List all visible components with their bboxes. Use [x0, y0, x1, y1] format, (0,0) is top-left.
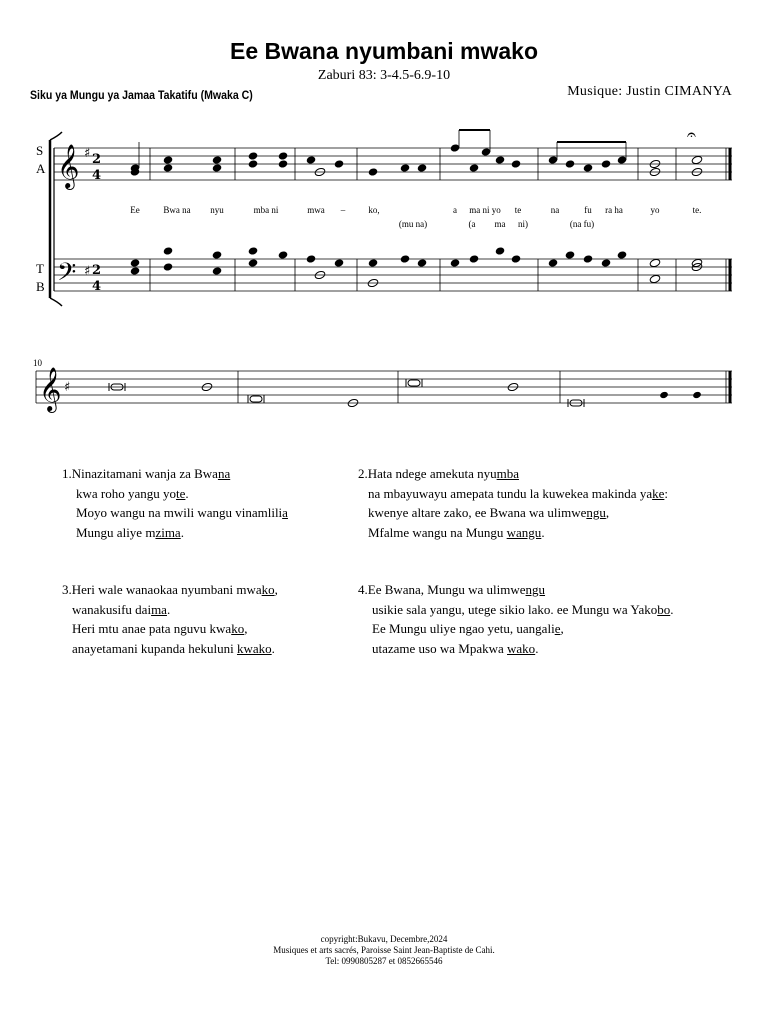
treble-clef-icon: 𝄞 — [57, 144, 80, 188]
verse-line: na mbayuwayu amepata tundu la kuwekea makinda yake: — [368, 485, 668, 501]
verse-line: usikie sala yangu, utege sikio lako. ee Mungu wa Yakobo. — [372, 601, 674, 617]
treble-clef-icon: 𝄞 — [39, 367, 62, 411]
fermata-icon: 𝄐 — [687, 125, 696, 144]
sharp-icon: ♯ — [84, 146, 91, 161]
treble-staff-system-2 — [36, 371, 732, 403]
verse-4 — [358, 580, 673, 658]
bass-staff — [54, 259, 732, 291]
verse-line: Mungu aliye mzima. — [76, 524, 184, 540]
lyric-syllable: fu — [584, 205, 592, 215]
lyric-syllable: na — [550, 205, 560, 215]
occasion-subtitle: Siku ya Mungu ya Jamaa Takatifu (Mwaka C) — [30, 88, 253, 102]
verse-line: wanakusifu daima. — [72, 601, 171, 617]
bass-clef-icon: 𝄢 — [57, 258, 77, 293]
voice-label-bass: B — [36, 279, 45, 294]
verse-line: 3.Heri wale wanaokaa nyumbani mwako, — [62, 582, 278, 597]
composer-credit: Musique: Justin CIMANYA — [567, 84, 732, 99]
svg-text:2: 2 — [92, 263, 102, 278]
measure-number: 10 — [33, 358, 42, 368]
page-title: Ee Bwana nyumbani mwako — [229, 38, 539, 64]
verse-line: Heri mtu anae pata nguvu kwako, — [72, 621, 248, 636]
verse-line: anayetamani kupanda hekuluni kwako. — [72, 640, 275, 656]
verse-1 — [62, 464, 288, 542]
verse-line: Moyo wangu na mwili wangu vinamlilia — [76, 505, 288, 520]
verse-line: Mfalme wangu na Mungu wangu. — [368, 524, 545, 540]
lyric-syllable: mba ni — [253, 205, 279, 215]
parish-text: Musiques et arts sacrés, Paroisse Saint Jean-Baptiste de Cahi. — [273, 945, 495, 955]
lyric-alt-syllable: ni) — [518, 219, 528, 229]
psalm-reference: Zaburi 83: 3-4.5-6.9-10 — [317, 68, 451, 83]
verse-line: 1.Ninazitamani wanja za Bwana — [62, 466, 231, 481]
svg-text:4: 4 — [92, 168, 102, 183]
verse-line: 2.Hata ndege amekuta nyumba — [358, 466, 520, 481]
copyright-text: copyright:Bukavu, Decembre,2024 — [320, 934, 448, 944]
voice-label-alto: A — [36, 161, 46, 176]
lyric-syllable: ko, — [368, 205, 380, 215]
voice-label-soprano: S — [36, 143, 44, 158]
lyric-alt-syllable: (na fu) — [569, 219, 595, 229]
lyric-syllable: a — [453, 205, 457, 215]
treble-staff — [54, 148, 732, 180]
lyric-syllable: Ee — [130, 205, 140, 215]
lyric-syllable: mwa — [307, 205, 325, 215]
svg-text:2: 2 — [92, 152, 102, 167]
lyric-alt-syllable: ma — [494, 219, 506, 229]
voice-label-tenor: T — [36, 261, 44, 276]
lyric-syllable: Bwa na — [163, 205, 191, 215]
barlines — [54, 148, 730, 291]
telephone-text: Tel: 0990805287 et 0852665546 — [325, 956, 443, 966]
verse-2 — [358, 464, 668, 542]
lyric-syllable: ma ni yo — [469, 205, 501, 215]
lyric-syllable: te — [514, 205, 522, 215]
lyric-alt-syllable: (a — [468, 219, 476, 229]
lyric-alt-syllable: (mu na) — [398, 219, 428, 229]
lyric-syllable: ra ha — [605, 205, 623, 215]
verse-line: utazame uso wa Mpakwa wako. — [372, 640, 539, 656]
lyric-syllable: yo — [650, 205, 660, 215]
sharp-icon: ♯ — [84, 264, 91, 279]
sharp-icon: ♯ — [64, 380, 71, 395]
lyric-syllable: te. — [692, 205, 702, 215]
verse-line: kwa roho yangu yote. — [76, 485, 189, 501]
verse-3 — [62, 580, 278, 658]
verse-line: Ee Mungu uliye ngao yetu, uangalie, — [372, 621, 564, 636]
lyric-syllable: nyu — [210, 205, 224, 215]
page-footer — [0, 934, 768, 967]
lyric-syllable: – — [340, 205, 346, 215]
verse-line: kwenye altare zako, ee Bwana wa ulimwengu, — [368, 505, 610, 520]
svg-text:4: 4 — [92, 279, 102, 294]
verse-line: 4.Ee Bwana, Mungu wa ulimwengu — [358, 582, 546, 597]
